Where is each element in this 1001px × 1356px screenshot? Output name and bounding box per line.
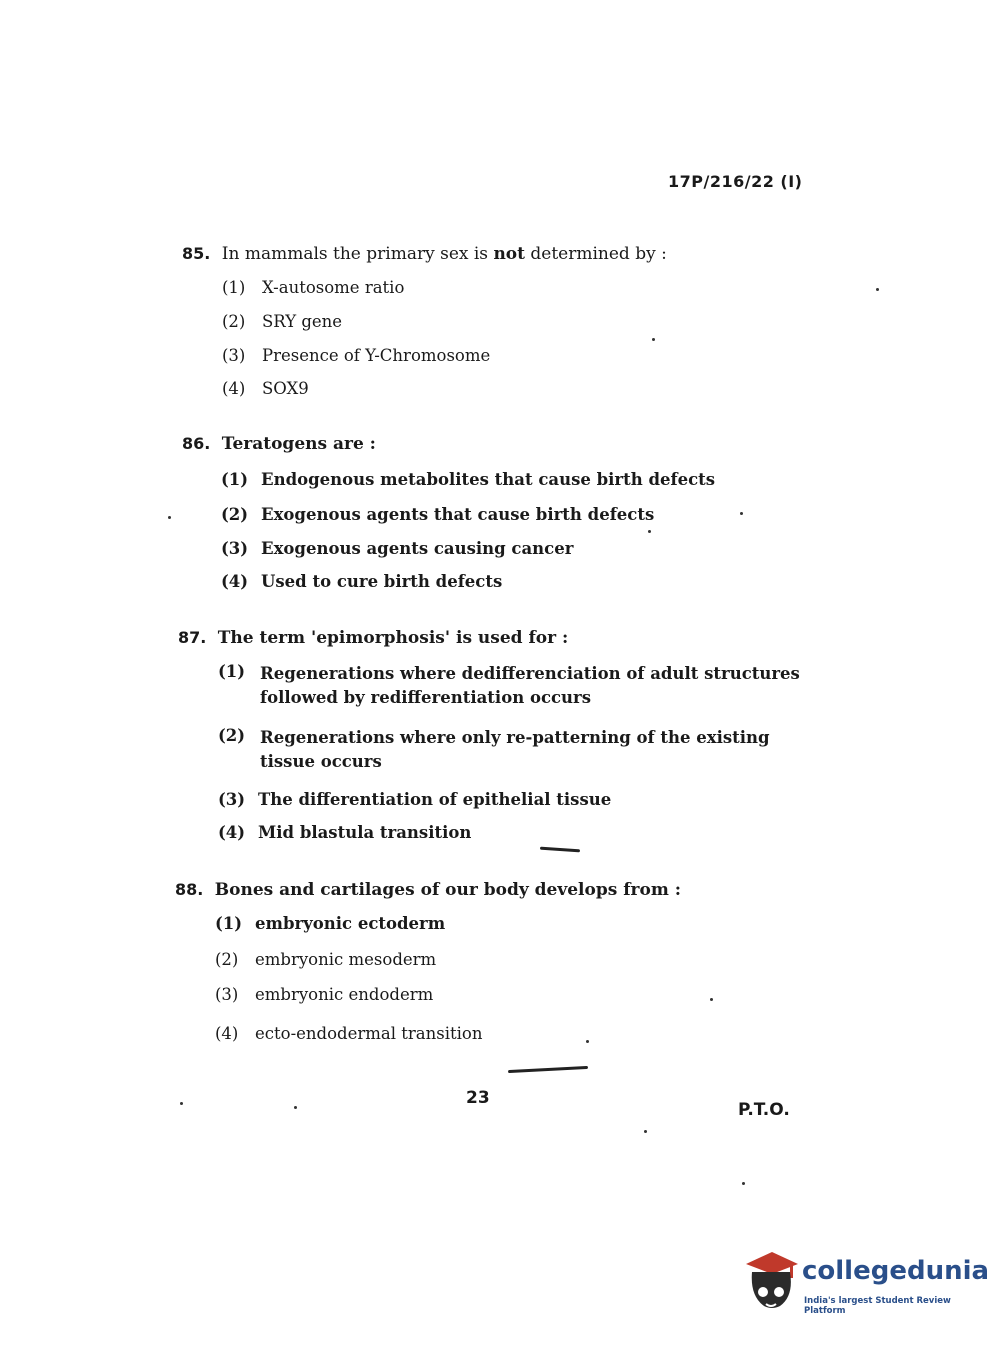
- brand-tagline: India's largest Student Review Platform: [804, 1296, 951, 1316]
- question-number: 87.: [178, 628, 207, 647]
- scan-speck: [876, 288, 879, 291]
- option-87-1: Regenerations where dedifferenciation of adult structures followed by redifferentiation occurs: [260, 664, 800, 707]
- option-87-4: (4) Mid blastula transition: [218, 823, 472, 842]
- question-number: 85.: [182, 244, 211, 263]
- question-text: The term 'epimorphosis' is used for :: [217, 628, 569, 648]
- option-87-2: Regenerations where only re-patterning of the existing tissue occurs: [260, 728, 770, 771]
- scan-speck: [742, 1182, 745, 1185]
- option-88-2: (2) embryonic mesoderm: [215, 950, 437, 969]
- option-86-3: (3) Exogenous agents causing cancer: [221, 539, 574, 558]
- scan-speck: [740, 512, 743, 515]
- scan-speck: [586, 1040, 589, 1043]
- question-text: In mammals the primary sex is not determined by :: [221, 244, 667, 264]
- question-number: 86.: [182, 434, 211, 453]
- question-87: [178, 628, 568, 648]
- option-88-3: (3) embryonic endoderm: [215, 985, 434, 1004]
- question-88: [175, 880, 681, 900]
- question-text: Bones and cartilages of our body develops from :: [214, 880, 682, 900]
- question-86: [182, 434, 376, 454]
- option-85-4: (4) SOX9: [222, 379, 309, 398]
- option-85-1: (1) X-autosome ratio: [222, 278, 405, 297]
- question-85: [182, 244, 667, 264]
- scan-streak: [540, 847, 580, 853]
- option-86-2: (2) Exogenous agents that cause birth defects: [221, 505, 655, 524]
- option-88-4: (4) ecto-endodermal transition: [215, 1024, 483, 1043]
- brand-name: collegedunia: [802, 1256, 990, 1286]
- scan-speck: [644, 1130, 647, 1133]
- option-85-2: (2) SRY gene: [222, 312, 343, 331]
- question-number: 88.: [175, 880, 204, 899]
- option-86-4: (4) Used to cure birth defects: [221, 572, 503, 591]
- option-87-3: (3) The differentiation of epithelial tissue: [218, 790, 612, 809]
- scan-streak: [508, 1066, 588, 1073]
- paper-code: 17P/216/22 (I): [668, 172, 803, 191]
- question-text: Teratogens are :: [221, 434, 376, 454]
- pto-label: P.T.O.: [738, 1100, 790, 1120]
- option-87-1-num: (1): [218, 662, 246, 681]
- scan-speck: [168, 516, 171, 519]
- option-88-1: (1) embryonic ectoderm: [215, 914, 446, 933]
- collegedunia-logo: [742, 1248, 990, 1320]
- option-87-2-num: (2): [218, 726, 246, 745]
- page-number: 23: [466, 1088, 490, 1108]
- scan-speck: [180, 1102, 183, 1105]
- mascot-icon: [742, 1248, 800, 1316]
- scan-speck: [652, 338, 655, 341]
- scan-speck: [294, 1106, 297, 1109]
- scan-speck: [648, 530, 651, 533]
- option-86-1: (1) Endogenous metabolites that cause birth defects: [221, 470, 716, 489]
- scan-speck: [710, 998, 713, 1001]
- option-85-3: (3) Presence of Y-Chromosome: [222, 346, 491, 365]
